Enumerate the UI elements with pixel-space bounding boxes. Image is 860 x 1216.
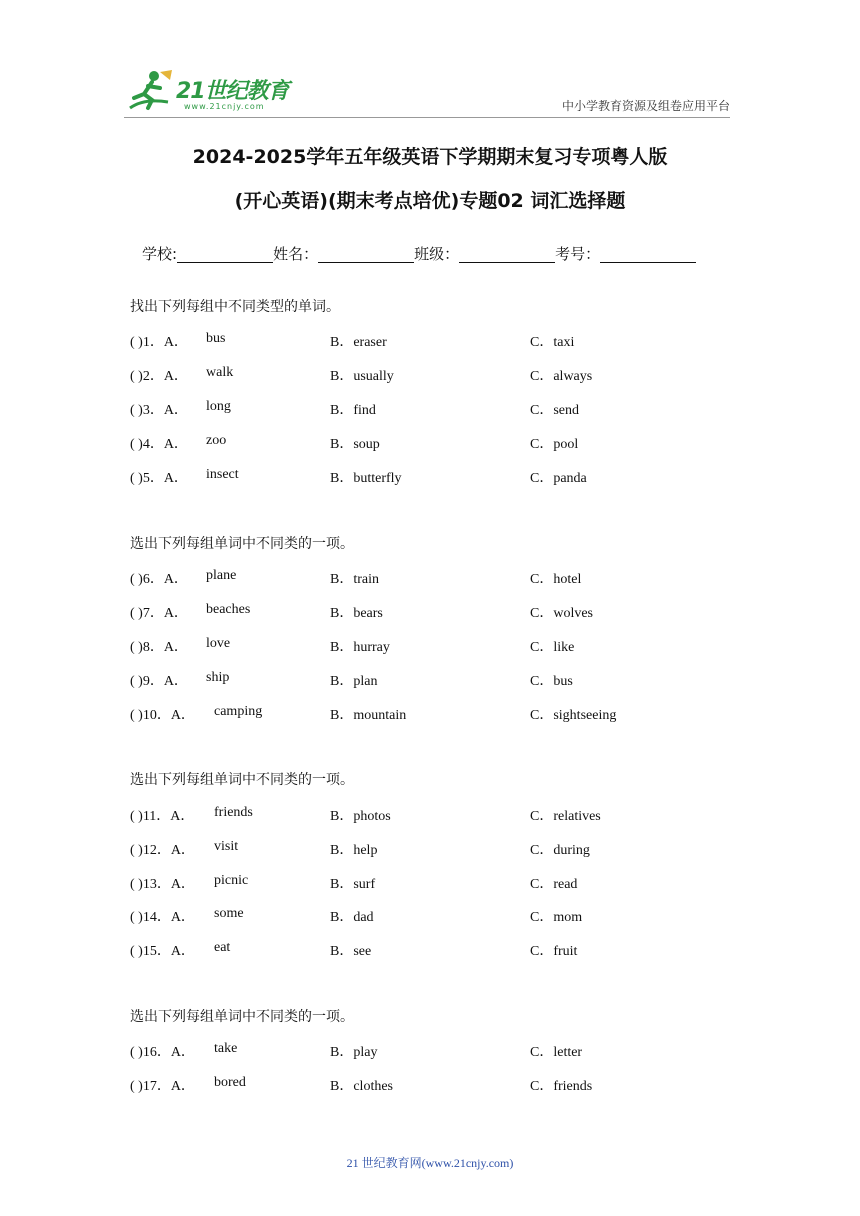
option-b: B．clothes <box>330 1079 393 1094</box>
question-9 <box>130 670 730 690</box>
document-title-line2: (开心英语)(期末考点培优)专题02 词汇选择题 <box>234 190 626 212</box>
option-c: C．relatives <box>530 809 601 824</box>
name-blank[interactable] <box>318 246 414 263</box>
option-a: bored <box>214 1075 246 1090</box>
option-b: B．play <box>330 1045 378 1060</box>
class-blank[interactable] <box>459 246 555 263</box>
class-label: 班级： <box>414 245 460 263</box>
question-10 <box>130 704 730 724</box>
option-c: C．panda <box>530 471 587 486</box>
question-13 <box>130 873 730 893</box>
question-11 <box>130 805 730 825</box>
option-a: picnic <box>214 873 249 888</box>
question-2 <box>130 365 730 385</box>
question-17 <box>130 1075 730 1095</box>
question-number: ( )8．A． <box>130 640 188 655</box>
question-number: ( )10．A． <box>130 708 195 723</box>
option-a: insect <box>206 467 239 482</box>
question-number: ( )11．A． <box>130 809 195 824</box>
option-c: C．mom <box>530 910 583 925</box>
option-c: C．bus <box>530 674 573 689</box>
question-14 <box>130 906 730 926</box>
exam-no-label: 考号： <box>555 245 601 263</box>
question-number: ( )6．A． <box>130 572 188 587</box>
option-a: long <box>206 399 231 414</box>
option-b: B．dad <box>330 910 374 925</box>
option-b: B．eraser <box>330 335 387 350</box>
option-a: love <box>206 636 231 651</box>
question-number: ( )17．A． <box>130 1079 195 1094</box>
question-4 <box>130 433 730 453</box>
page-footer[interactable]: 21 世纪教育网(www.21cnjy.com) <box>346 1156 514 1170</box>
option-a: walk <box>206 365 234 380</box>
question-number: ( )12．A． <box>130 843 195 858</box>
school-blank[interactable] <box>177 246 273 263</box>
question-number: ( )5．A． <box>130 471 188 486</box>
option-c: C．like <box>530 640 575 655</box>
option-b: B．help <box>330 843 378 858</box>
option-c: C．wolves <box>530 606 593 621</box>
question-number: ( )1．A． <box>130 335 188 350</box>
name-label: 姓名： <box>273 245 319 263</box>
question-3 <box>130 399 730 419</box>
question-number: ( )16．A． <box>130 1045 195 1060</box>
option-c: C．taxi <box>530 335 575 350</box>
student-info-row <box>142 243 696 264</box>
option-a: friends <box>214 805 253 820</box>
option-b: B．hurray <box>330 640 390 655</box>
option-b: B．mountain <box>330 708 407 723</box>
option-a: visit <box>214 839 239 854</box>
option-c: C．hotel <box>530 572 582 587</box>
exam-no-blank[interactable] <box>600 246 696 263</box>
option-b: B．train <box>330 572 379 587</box>
page-header <box>0 0 860 120</box>
question-number: ( )7．A． <box>130 606 188 621</box>
section-2-instruction: 选出下列每组单词中不同类的一项。 <box>130 537 354 552</box>
question-number: ( )13．A． <box>130 877 195 892</box>
school-label: 学校: <box>142 245 178 263</box>
question-6 <box>130 568 730 588</box>
option-a: camping <box>214 704 263 719</box>
question-number: ( )3．A． <box>130 403 188 418</box>
option-b: B．soup <box>330 437 380 452</box>
option-c: C．pool <box>530 437 579 452</box>
question-number: ( )2．A． <box>130 369 188 384</box>
option-a: beaches <box>206 602 251 617</box>
option-a: eat <box>214 940 231 955</box>
option-c: C．letter <box>530 1045 583 1060</box>
question-7 <box>130 602 730 622</box>
logo-url: www.21cnjy.com <box>184 102 265 111</box>
option-c: C．sightseeing <box>530 708 617 723</box>
question-12 <box>130 839 730 859</box>
section-3-instruction: 选出下列每组单词中不同类的一项。 <box>130 773 354 788</box>
runner-logo-icon <box>124 68 176 114</box>
question-16 <box>130 1041 730 1061</box>
question-number: ( )4．A． <box>130 437 188 452</box>
option-c: C．fruit <box>530 944 578 959</box>
question-number: ( )9．A． <box>130 674 188 689</box>
option-c: C．always <box>530 369 593 384</box>
option-a: zoo <box>206 433 227 448</box>
question-number: ( )15．A． <box>130 944 195 959</box>
question-15 <box>130 940 730 960</box>
option-a: plane <box>206 568 237 583</box>
option-b: B．butterfly <box>330 471 402 486</box>
option-a: some <box>214 906 244 921</box>
option-b: B．plan <box>330 674 378 689</box>
question-number: ( )14．A． <box>130 910 195 925</box>
option-a: bus <box>206 331 226 346</box>
option-c: C．friends <box>530 1079 593 1094</box>
logo-text: 21世纪教育 <box>176 79 289 104</box>
question-1 <box>130 331 730 351</box>
question-5 <box>130 467 730 487</box>
logo <box>124 68 294 114</box>
header-divider <box>124 117 730 118</box>
section-4-instruction: 选出下列每组单词中不同类的一项。 <box>130 1010 354 1025</box>
option-a: take <box>214 1041 238 1056</box>
section-1-instruction: 找出下列每组中不同类型的单词。 <box>130 300 340 315</box>
document-title-line1: 2024-2025学年五年级英语下学期期末复习专项粤人版 <box>192 146 668 168</box>
option-b: B．find <box>330 403 376 418</box>
platform-name: 中小学教育资源及组卷应用平台 <box>561 99 730 113</box>
option-b: B．surf <box>330 877 376 892</box>
option-c: C．read <box>530 877 578 892</box>
option-b: B．usually <box>330 369 394 384</box>
option-b: B．see <box>330 944 372 959</box>
question-8 <box>130 636 730 656</box>
option-c: C．during <box>530 843 590 858</box>
option-b: B．bears <box>330 606 383 621</box>
option-a: ship <box>206 670 230 685</box>
option-c: C．send <box>530 403 579 418</box>
option-b: B．photos <box>330 809 391 824</box>
